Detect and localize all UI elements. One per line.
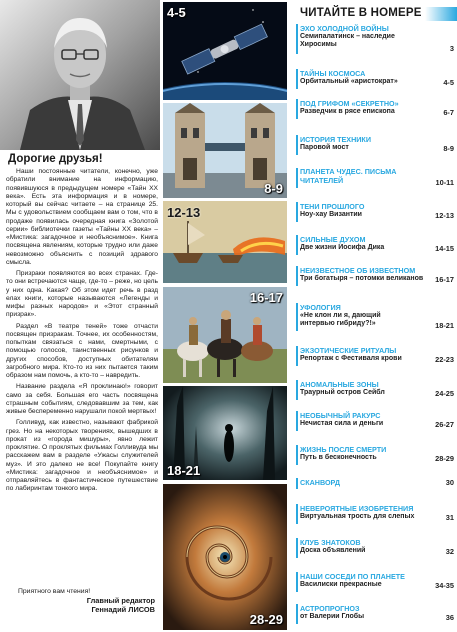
editor-letter-column [0, 0, 160, 632]
toc-page: 32 [445, 547, 454, 556]
toc-title: Репортаж с Фестиваля крови [300, 355, 402, 362]
table-of-contents [290, 0, 457, 632]
toc-title: Три богатыря – потомки великанов [300, 275, 424, 282]
toc-section: УФОЛОГИЯ [300, 303, 341, 312]
toc-section: ПЛАНЕТА ЧУДЕС. ПИСЬМА ЧИТАТЕЛЕЙ [300, 167, 397, 185]
toc-entry[interactable] [296, 445, 454, 465]
toc-title: Ноу-хау Византии [300, 211, 362, 218]
toc-entry[interactable] [296, 69, 454, 89]
tile-page-number: 8-9 [264, 181, 283, 196]
toc-page: 18-21 [435, 321, 454, 330]
toc-entry-bar [296, 346, 298, 366]
toc-section: ТАЙНЫ КОСМОСА [300, 69, 366, 78]
tile-ships-image[interactable] [163, 201, 287, 283]
letter-paragraph: Раздел «В театре теней» тоже отчасти посвящен призракам. Точнее, их особенностям, попыткам связаться с нами, смертными, с помощью голосов, таинственных рисунков и других способов, доступных обитателям загробного мира. Кто-то из них пытается таким образом нам помочь, а кто-то – навредить. [6, 322, 158, 379]
toc-section: НЕВЕРОЯТНЫЕ ИЗОБРЕТЕНИЯ [300, 504, 414, 513]
toc-title: Две жизни Иосифа Дика [300, 244, 385, 251]
toc-page: 3 [449, 44, 454, 53]
toc-title: Орбитальный «аристократ» [300, 78, 398, 85]
toc-entry-bar [296, 538, 298, 558]
letter-signature [5, 596, 155, 615]
letter-greeting: Приятного вам чтения! [18, 588, 91, 595]
toc-entry-bar [296, 69, 298, 89]
toc-entry-bar [296, 99, 298, 119]
toc-entry[interactable] [296, 99, 454, 119]
tile-page-number: 28-29 [249, 612, 283, 627]
toc-entry-bar [296, 235, 298, 255]
toc-title: Доска объявлений [300, 547, 366, 554]
toc-entry[interactable] [296, 572, 454, 592]
toc-entry-bar [296, 504, 298, 524]
toc-section: ЭКЗОТИЧЕСКИЕ РИТУАЛЫ [300, 346, 397, 355]
illustration-column [160, 0, 290, 632]
toc-section: АНОМАЛЬНЫЕ ЗОНЫ [300, 380, 379, 389]
tile-satellite-image[interactable] [163, 2, 287, 100]
toc-entry[interactable] [296, 346, 454, 366]
toc-title: Виртуальная трость для слепых [300, 513, 415, 520]
toc-title: Траурный остров Сейбл [300, 389, 385, 396]
toc-section: ТЕНИ ПРОШЛОГО [300, 202, 365, 211]
letter-paragraph: Призраки появляются во всех странах. Где-то они встречаются чаще, где-то – реже, но цель у них одна. Какая? Об этом идет речь в разд елах книги, которые называются «Легенды и мифы разных народов» и «Этот странный призрак». [6, 270, 158, 319]
toc-entry-bar [296, 168, 298, 188]
toc-entry-bar [296, 604, 298, 624]
toc-entry[interactable] [296, 538, 454, 558]
toc-entry-bar [296, 266, 298, 286]
toc-section: ПОД ГРИФОМ «СЕКРЕТНО» [300, 99, 399, 108]
toc-entry-bar [296, 478, 298, 489]
tile-forest-image[interactable] [163, 386, 287, 480]
toc-page: 14-15 [435, 244, 454, 253]
tile-page-number: 16-17 [249, 290, 283, 305]
toc-header-accent [425, 7, 457, 21]
toc-entry-bar [296, 24, 298, 54]
toc-page: 36 [445, 613, 454, 622]
toc-section: ИСТОРИЯ ТЕХНИКИ [300, 135, 371, 144]
toc-page: 30 [445, 478, 454, 487]
toc-entry-bar [296, 135, 298, 155]
toc-section: ЭХО ХОЛОДНОЙ ВОЙНЫ [300, 24, 389, 33]
toc-entry[interactable] [296, 604, 454, 624]
toc-section: НЕОБЫЧНЫЙ РАКУРС [300, 411, 381, 420]
toc-entry-bar [296, 572, 298, 592]
toc-title: Василиски прекрасные [300, 581, 382, 588]
toc-page: 6-7 [443, 108, 454, 117]
toc-entry-bar [296, 445, 298, 465]
toc-page: 8-9 [443, 144, 454, 153]
editor-photo [0, 0, 160, 150]
toc-entry[interactable] [296, 380, 454, 400]
toc-title: Нечистая сила и деньги [300, 420, 384, 427]
toc-entry-bar [296, 380, 298, 400]
toc-heading: ЧИТАЙТЕ В НОМЕРЕ [300, 7, 422, 19]
letter-paragraph: Голливуд, как известно, называют фабрикой грез. Но на некоторых творениях, вышедших в прокат из «города мишуры», явно лежит проклятие. О проклятых фильмах Голливуда мы расскажем вам в разделе «Ужасы служителей муз». И это далеко не все! Покупайте книгу «Мистика: загадочное и необъяснимое» и отправляйтесь в фантастическое путешествие по лабиринтам тонкого мира. [6, 419, 158, 493]
toc-entry[interactable] [296, 168, 454, 188]
toc-entry[interactable] [296, 303, 454, 331]
toc-entry-bar [296, 411, 298, 431]
toc-page: 16-17 [435, 275, 454, 284]
toc-title: Семипалатинск – наследие Хиросимы [300, 33, 395, 49]
toc-section: СИЛЬНЫЕ ДУХОМ [300, 235, 366, 244]
tile-bridge-image[interactable] [163, 103, 287, 198]
toc-entry[interactable] [296, 411, 454, 431]
toc-page: 31 [445, 513, 454, 522]
toc-entry[interactable] [296, 504, 454, 524]
toc-section: НАШИ СОСЕДИ ПО ПЛАНЕТЕ [300, 572, 405, 581]
letter-title: Дорогие друзья! [8, 153, 103, 165]
letter-body [6, 168, 158, 497]
toc-entry[interactable] [296, 266, 454, 286]
toc-entry[interactable] [296, 235, 454, 255]
toc-title: Путь в бесконечность [300, 454, 377, 461]
toc-entry[interactable] [296, 478, 454, 489]
toc-section: АСТРОПРОГНОЗ [300, 604, 360, 613]
toc-page: 22-23 [435, 355, 454, 364]
toc-page: 26-27 [435, 420, 454, 429]
toc-page: 12-13 [435, 211, 454, 220]
toc-title: Разведчик в рясе епископа [300, 108, 395, 115]
tile-bogatyrs-image[interactable] [163, 287, 287, 383]
toc-page: 24-25 [435, 389, 454, 398]
tile-page-number: 18-21 [167, 463, 201, 478]
tile-page-number: 4-5 [167, 5, 186, 20]
signature-role: Главный редактор [86, 596, 155, 605]
toc-section: ЖИЗНЬ ПОСЛЕ СМЕРТИ [300, 445, 387, 454]
toc-page: 10-11 [435, 178, 454, 187]
signature-name: Геннадий ЛИСОВ [91, 605, 155, 615]
toc-entry[interactable] [296, 24, 454, 54]
toc-page: 28-29 [435, 454, 454, 463]
toc-header [294, 3, 457, 20]
toc-section: КЛУБ ЗНАТОКОВ [300, 538, 361, 547]
letter-paragraph: Наши постоянные читатели, конечно, уже обратили внимание на информацию, появившуюся в предыдущем номере «Тайн XX века». Есть эта информация и в номере, который вы сейчас читаете – на странице 25. Мы с удовольствием сообщаем вам о том, что в продаже появилась очередная книга «Золотой серии» библиотечки газеты «Тайны XX века» – «Мистика: загадочное и необъяснимое». Книга посвящена явлениям, которые трудно или даже невозможно объяснить с позиций здравого смысла. [6, 168, 158, 266]
toc-section: СКАНВОРД [300, 478, 341, 487]
toc-section: НЕИЗВЕСТНОЕ ОБ ИЗВЕСТНОМ [300, 266, 416, 275]
toc-page: 4-5 [443, 78, 454, 87]
toc-title: «Не клон ли я, дающий интервью гибриду?!» [300, 312, 381, 328]
toc-entry-bar [296, 303, 298, 331]
toc-entry[interactable] [296, 202, 454, 222]
letter-paragraph: Название раздела «Я проклинаю!» говорит само за себя. Большая его часть посвящена страшным событиям, следовавшим за тем, как живые беспеременно нарушали покой мертвых! [6, 383, 158, 415]
toc-entry[interactable] [296, 135, 454, 155]
tile-spiral-image[interactable] [163, 484, 287, 630]
toc-title: Паровой мост [300, 144, 349, 151]
toc-title: от Валерии Глобы [300, 613, 365, 620]
toc-entry-bar [296, 202, 298, 222]
toc-page: 34-35 [435, 581, 454, 590]
tile-page-number: 12-13 [167, 205, 201, 220]
